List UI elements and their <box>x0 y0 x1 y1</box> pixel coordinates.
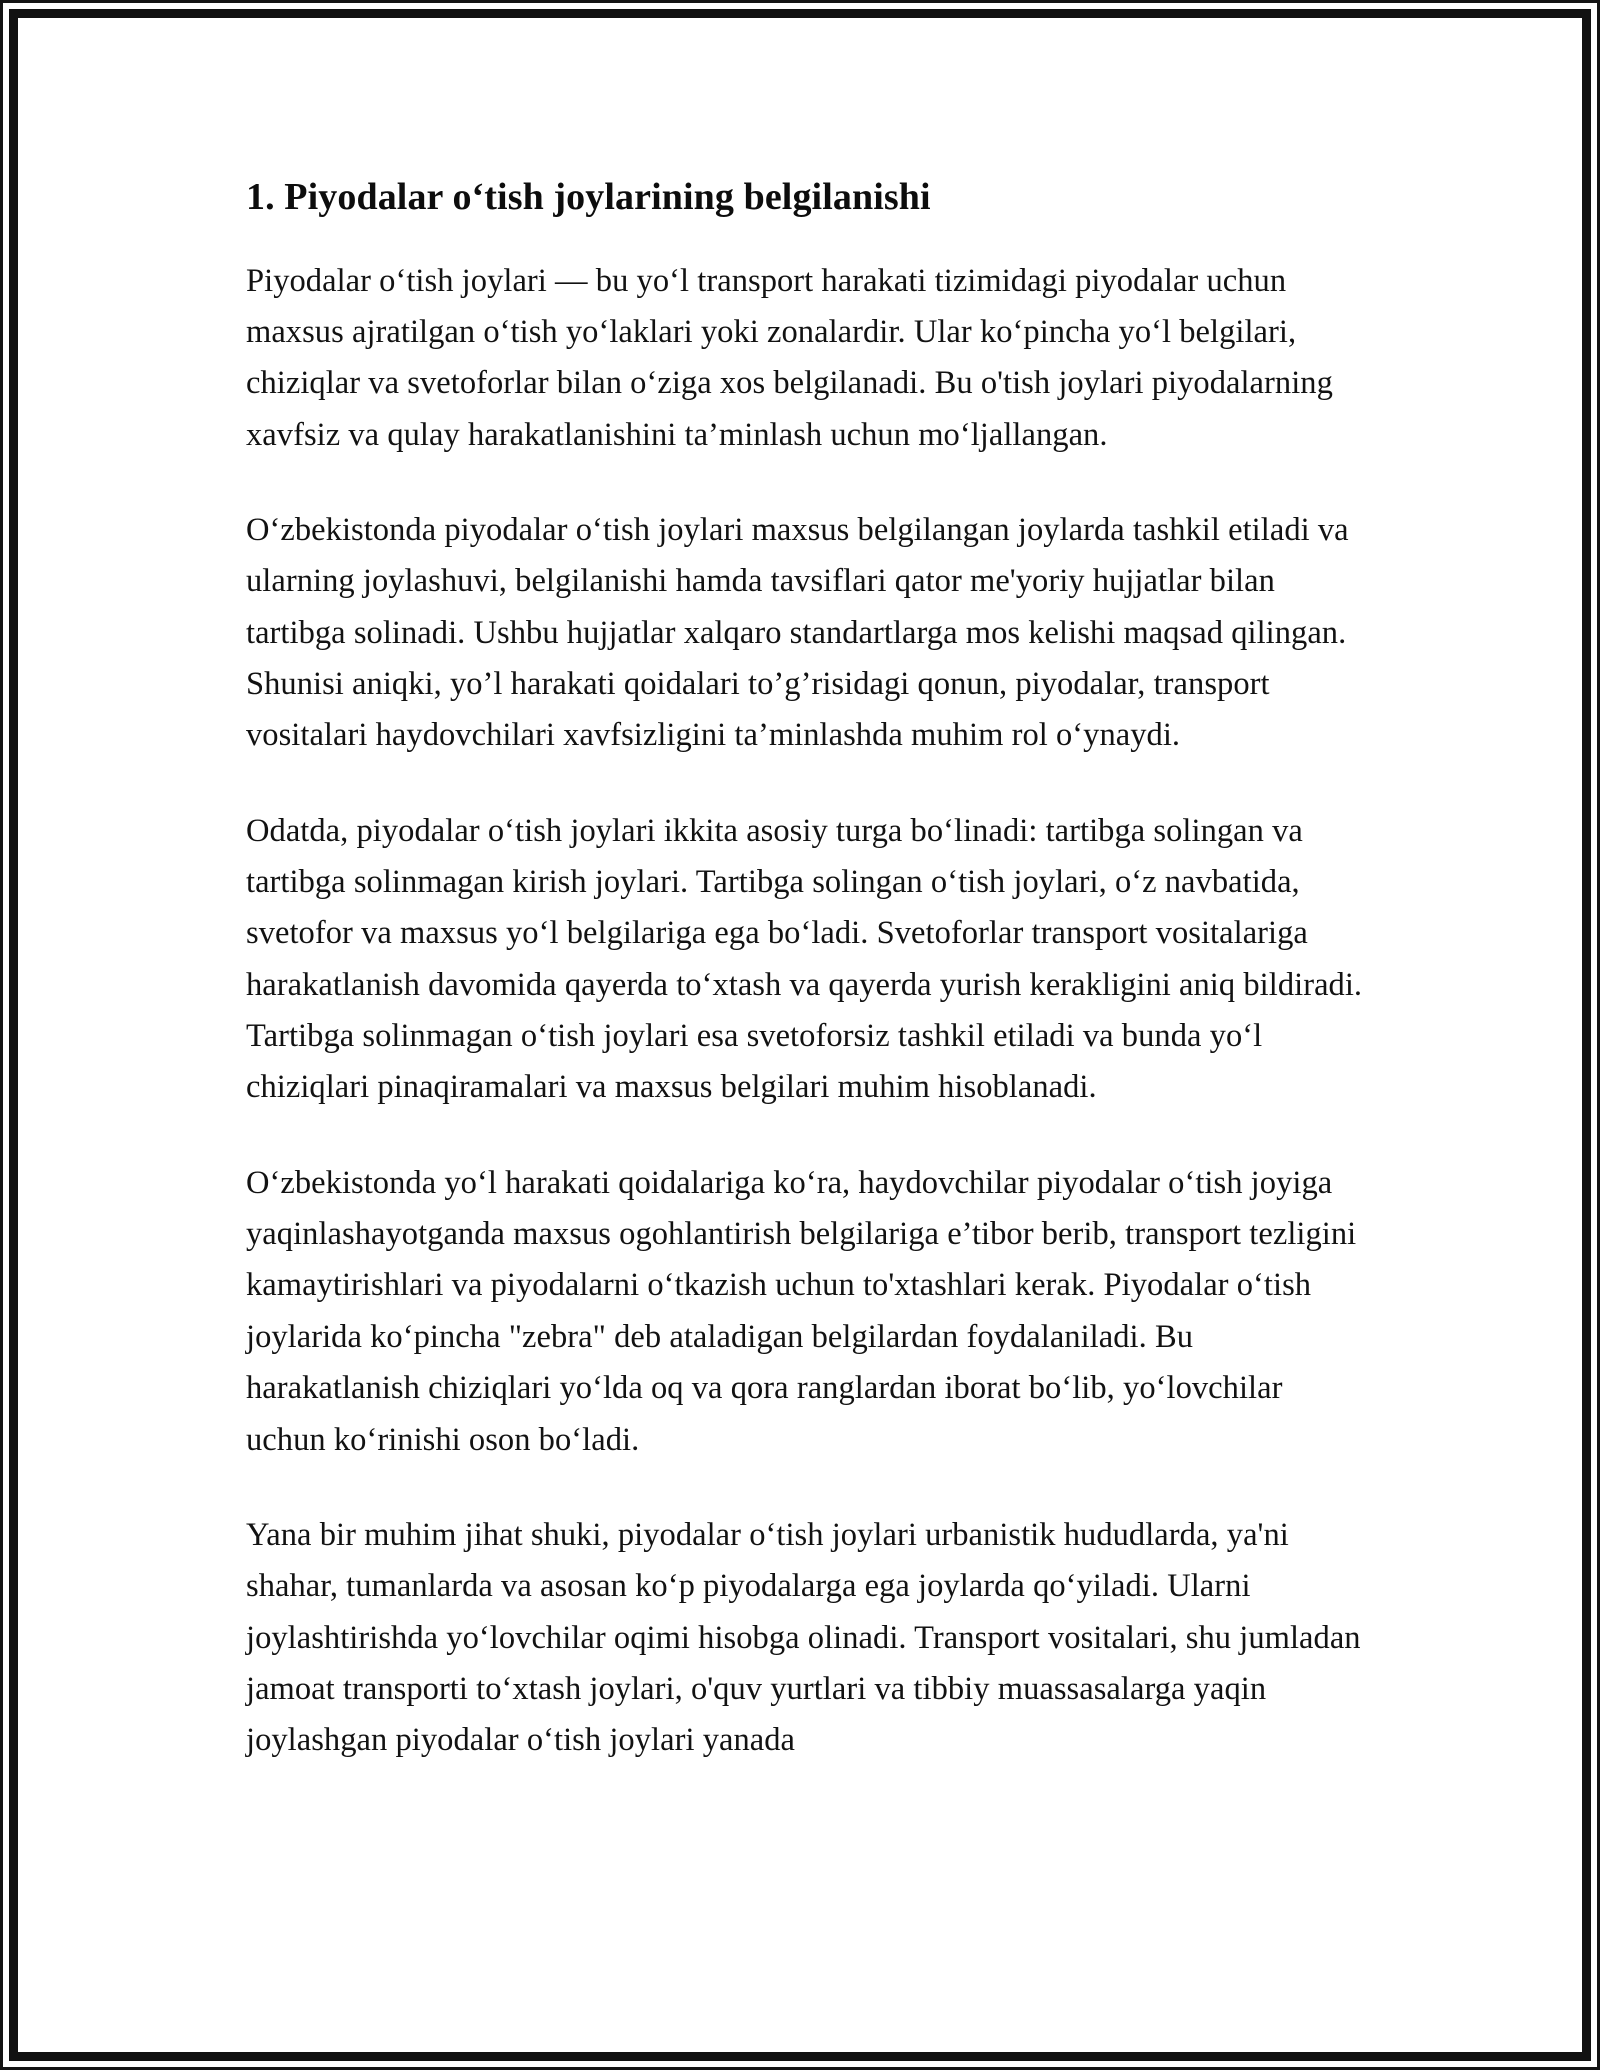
paragraph-5: Yana bir muhim jihat shuki, piyodalar o‘tish joylari urbanistik hududlarda, ya'ni shahar, tumanlarda va asosan ko‘p piyodalarga ega joylarda qo‘yiladi. Ularni joylashtirishda yo‘lovchilar oqimi hisobga olinadi. Transport vositalari, shu jumladan jamoat transporti to‘xtash joylari, o'quv yurtlari va tibbiy muassasalarga yaqin joylashgan piyodalar o‘tish joylari yanada <box>246 1516 1361 1759</box>
page-title: 1. Piyodalar o‘tish joylarining belgilanishi <box>246 176 931 218</box>
page-inner-border <box>9 9 1591 2061</box>
paragraph-2: O‘zbekistonda piyodalar o‘tish joylari maxsus belgilangan joylarda tashkil etiladi va ularning joylashuvi, belgilanishi hamda tavsiflari qator me'yoriy hujjatlar bilan tartibga solinadi. Ushbu hujjatlar xalqaro standartlarga mos kelishi maqsad qilingan. Shunisi aniqki, yo’l harakati qoidalari to’g’risidagi qonun, piyodalar, transport vositalari haydovchilari xavfsizligini ta’minlashda muhim rol o‘ynaydi. <box>246 512 1349 754</box>
paragraph-1: Piyodalar o‘tish joylari — bu yo‘l transport harakati tizimidagi piyodalar uchun maxsus ajratilgan o‘tish yo‘laklari yoki zonalardir. Ular ko‘pincha yo‘l belgilari, chiziqlar va svetoforlar bilan o‘ziga xos belgilanadi. Bu o'tish joylari piyodalarning xavfsiz va qulay harakatlanishini ta’minlash uchun mo‘ljallangan. <box>246 262 1333 453</box>
paragraph-4: O‘zbekistonda yo‘l harakati qoidalariga ko‘ra, haydovchilar piyodalar o‘tish joyiga yaqinlashayotganda maxsus ogohlantirish belgilariga e’tibor berib, transport tezligini kamaytirishlari va piyodalarni o‘tkazish uchun to'xtashlari kerak. Piyodalar o‘tish joylarida ko‘pincha "zebra" deb ataladigan belgilardan foydalaniladi. Bu harakatlanish chiziqlari yo‘lda oq va qora ranglardan iborat bo‘lib, yo‘lovchilar uchun ko‘rinishi oson bo‘ladi. <box>246 1164 1357 1458</box>
document-body <box>246 173 1364 1767</box>
paragraph-3: Odatda, piyodalar o‘tish joylari ikkita asosiy turga bo‘linadi: tartibga solingan va tartibga solinmagan kirish joylari. Tartibga solingan o‘tish joylari, o‘z navbatida, svetofor va maxsus yo‘l belgilariga ega bo‘ladi. Svetoforlar transport vositalariga harakatlanish davomida qayerda to‘xtash va qayerda yurish kerakligini aniq bildiradi. Tartibga solinmagan o‘tish joylari esa svetoforsiz tashkil etiladi va bunda yo‘l chiziqlari pinaqiramalari va maxsus belgilari muhim hisoblanadi. <box>246 812 1363 1106</box>
